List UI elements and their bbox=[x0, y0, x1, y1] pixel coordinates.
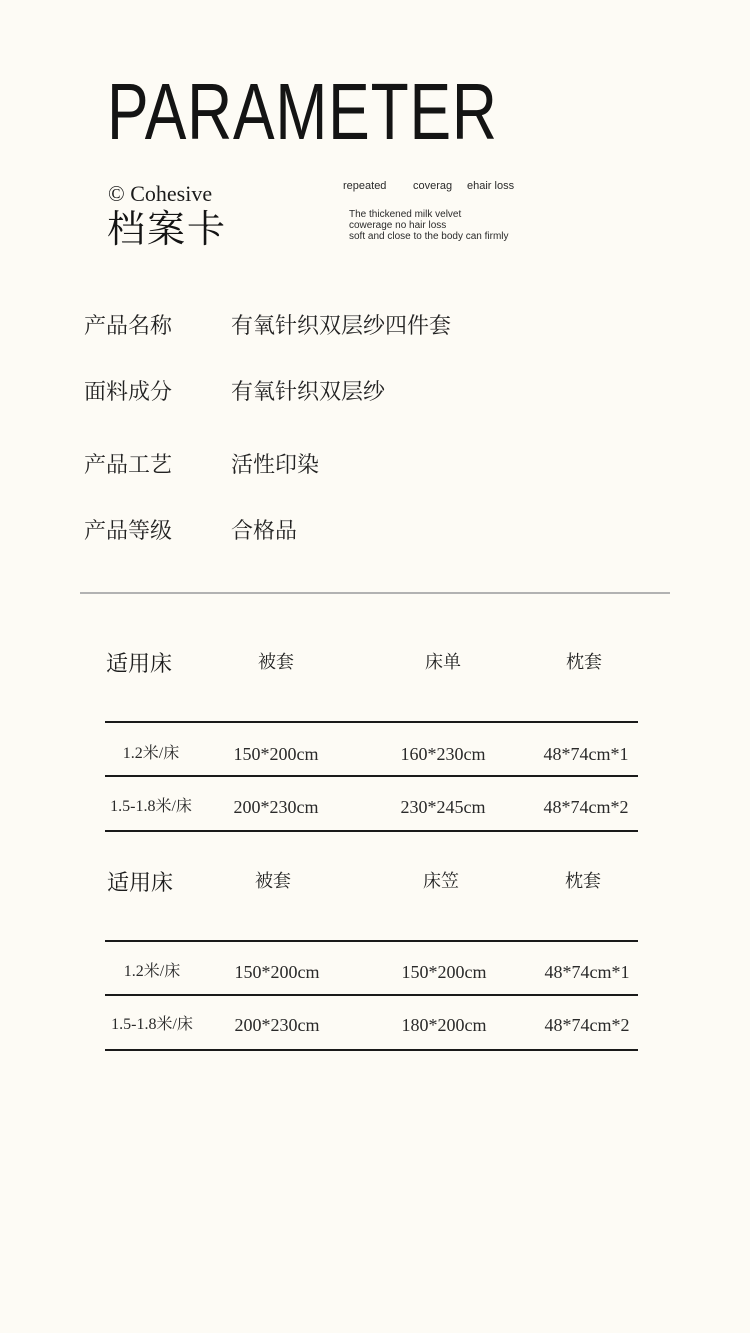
table-header-duvet: 被套 bbox=[255, 871, 291, 892]
table-cell: 180*200cm bbox=[401, 1015, 487, 1035]
description-line: cowerage no hair loss bbox=[349, 220, 447, 231]
param-value-product-name: 有氧针织双层纱四件套 bbox=[231, 314, 452, 339]
table-cell: 48*74cm*1 bbox=[543, 744, 629, 764]
tag-repeated: repeated bbox=[343, 180, 387, 192]
param-label-craft: 产品工艺 bbox=[84, 453, 173, 478]
table-cell: 230*245cm bbox=[400, 797, 486, 817]
brand-name: © Cohesive bbox=[108, 181, 213, 206]
table-cell: 1.2米/床 bbox=[122, 745, 180, 762]
description-line: The thickened milk velvet bbox=[349, 209, 462, 220]
table-cell: 1.5-1.8米/床 bbox=[111, 1016, 193, 1033]
table-cell: 48*74cm*1 bbox=[544, 962, 630, 982]
param-value-craft: 活性印染 bbox=[231, 453, 320, 478]
subtitle: 档案卡 bbox=[107, 207, 228, 251]
table-header-bed: 适用床 bbox=[105, 652, 173, 677]
table-rule bbox=[105, 940, 638, 942]
table-rule bbox=[105, 775, 638, 777]
param-value-fabric: 有氧针织双层纱 bbox=[231, 380, 386, 405]
param-label-fabric: 面料成分 bbox=[84, 380, 173, 405]
table-cell: 150*200cm bbox=[234, 962, 320, 982]
table-cell: 160*230cm bbox=[400, 744, 486, 764]
table-header-duvet: 被套 bbox=[258, 652, 294, 673]
table-cell: 48*74cm*2 bbox=[543, 797, 629, 817]
param-value-grade: 合格品 bbox=[231, 519, 298, 544]
table-cell: 200*230cm bbox=[234, 1015, 320, 1035]
table-cell: 150*200cm bbox=[233, 744, 319, 764]
table-rule bbox=[105, 1049, 638, 1051]
table-cell: 150*200cm bbox=[401, 962, 487, 982]
table-cell: 200*230cm bbox=[233, 797, 319, 817]
description-block bbox=[349, 209, 509, 242]
table-header-bed: 适用床 bbox=[106, 871, 174, 896]
table-header-fitted-sheet: 床笠 bbox=[423, 871, 459, 892]
table-cell: 1.5-1.8米/床 bbox=[110, 798, 192, 815]
page-title: PARAMETER bbox=[107, 67, 498, 156]
table-rule bbox=[105, 830, 638, 832]
table-cell: 48*74cm*2 bbox=[544, 1015, 630, 1035]
table-cell: 1.2米/床 bbox=[123, 963, 181, 980]
tag-hair-loss: ehair loss bbox=[467, 180, 515, 192]
tag-coverage: coverag bbox=[413, 180, 453, 192]
table-rule bbox=[105, 721, 638, 723]
table-header-pillowcase: 枕套 bbox=[565, 871, 601, 892]
description-line: soft and close to the body can firmly bbox=[349, 231, 509, 242]
table-header-pillowcase: 枕套 bbox=[566, 652, 602, 673]
param-label-product-name: 产品名称 bbox=[84, 314, 173, 339]
param-label-grade: 产品等级 bbox=[84, 519, 173, 544]
table-rule bbox=[105, 994, 638, 996]
section-divider bbox=[80, 592, 670, 594]
table-header-sheet: 床单 bbox=[425, 652, 461, 673]
